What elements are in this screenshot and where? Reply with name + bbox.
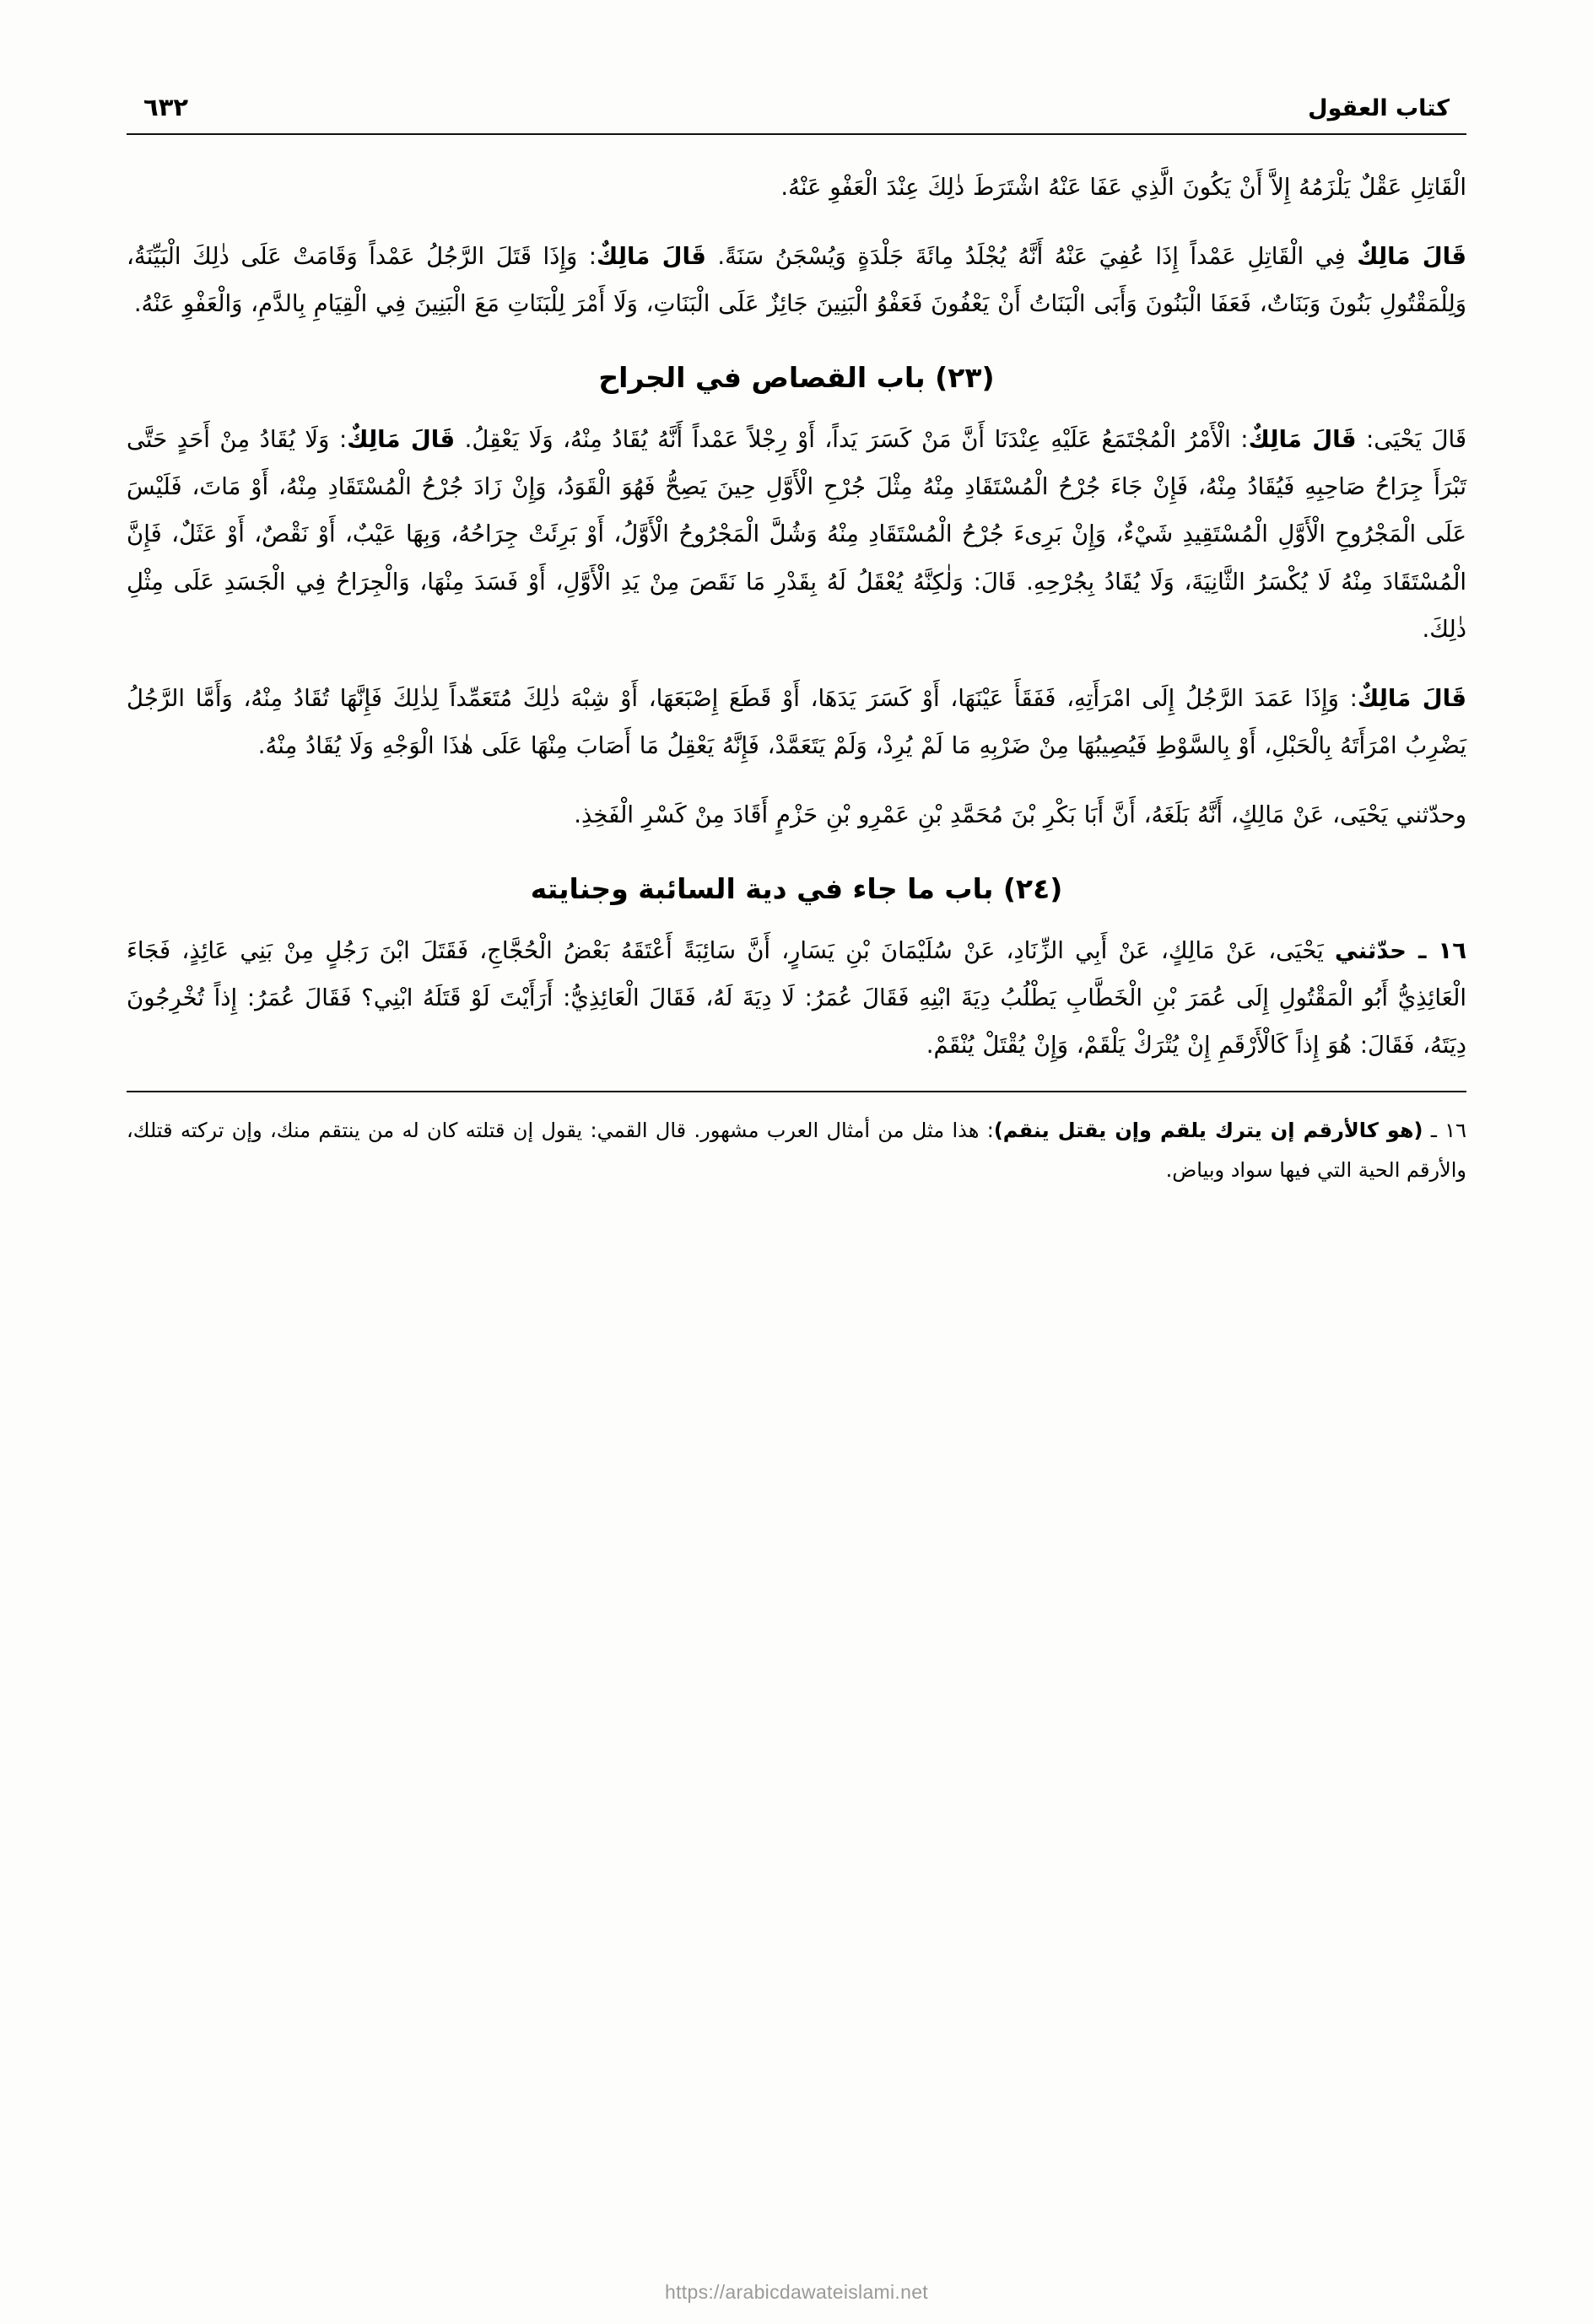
- book-title: كتاب العقول: [1308, 95, 1450, 121]
- paragraph-6: [127, 927, 1466, 1069]
- paragraph-3-speaker: قَالَ مَالِكٌ: [1248, 426, 1357, 454]
- paragraph-2: [127, 233, 1466, 327]
- hadith-number: ١٦ ـ: [1406, 937, 1466, 965]
- paragraph-2-speaker-2: قَالَ مَالِكٌ: [597, 243, 706, 271]
- footnote-number: ١٦ ـ: [1423, 1119, 1466, 1143]
- paragraph-3-lead: قَالَ يَحْيَى:: [1356, 426, 1466, 454]
- page-number: ٦٣٢: [143, 93, 189, 121]
- paragraph-3: [127, 416, 1466, 652]
- page-content: [127, 93, 1466, 2273]
- paragraph-3-speaker-2: قَالَ مَالِكٌ: [347, 426, 456, 454]
- header-divider: [127, 133, 1466, 135]
- paragraph-2-mid: فِي الْقَاتِلِ عَمْداً إِذَا عُفِيَ عَنْهُ أَنَّهُ يُجْلَدُ مِائَةَ جَلْدَةٍ وَيُسْجَنُ سَنَةً.: [705, 243, 1358, 271]
- paragraph-2-speaker: قَالَ مَالِكٌ: [1357, 243, 1466, 271]
- page-header: [127, 93, 1466, 133]
- paragraph-6-rest: يَحْيَى، عَنْ مَالِكٍ، عَنْ أَبِي الزِّنَادِ، عَنْ سُلَيْمَانَ بْنِ يَسَارٍ، أَنَّ سَائِبَةً أَعْتَقَهُ بَعْضُ الْحُجَّاجِ، فَقَتَلَ ابْنَ رَجُلٍ مِنْ بَنِي عَائِذٍ، فَجَاءَ الْعَائِذِيُّ أَبُو الْمَقْتُولِ إِلَى عُمَرَ بْنِ الْخَطَّابِ يَطْلُبُ دِيَةَ ابْنِهِ فَقَالَ عُمَرُ: لَا دِيَةَ لَهُ، فَقَالَ الْعَائِذِيُّ: أَرَأَيْتَ لَوْ قَتَلَهُ ابْنِي؟ فَقَالَ عُمَرُ: إِذاً تُخْرِجُونَ دِيَتَهُ، فَقَالَ: هُوَ إِذاً كَالْأَرْقَمِ إِنْ يُتْرَكْ يَلْقَمْ، وَإِنْ يُقْتَلْ يُنْقَمْ.: [127, 937, 1466, 1060]
- paragraph-5: [127, 791, 1466, 838]
- paragraph-4-rest: : وَإِذَا عَمَدَ الرَّجُلُ إِلَى امْرَأَتِهِ، فَفَقَأَ عَيْنَهَا، أَوْ كَسَرَ يَدَهَا، أَوْ قَطَعَ إِصْبَعَهَا، أَوْ شِبْهَ ذٰلِكَ مُتَعَمِّداً لِذٰلِكَ فَإِنَّهَا تُقَادُ مِنْهُ، وَأَمَّا الرَّجُلُ يَضْرِبُ امْرَأَتَهُ بِالْحَبْلِ، أَوْ بِالسَّوْطِ فَيُصِيبُهَا مِنْ ضَرْبِهِ مَا لَمْ يُرِدْ، وَلَمْ يَتَعَمَّدْ، فَإِنَّهُ يَعْقِلُ مَا أَصَابَ مِنْهَا عَلَى هٰذَا الْوَجْهِ وَلَا يُقَادُ مِنْهُ.: [127, 684, 1466, 759]
- paragraph-3-rest: : الْأَمْرُ الْمُجْتَمَعُ عَلَيْهِ عِنْدَنَا أَنَّ مَنْ كَسَرَ يَداً، أَوْ رِجْلاً عَمْداً أَنَّهُ يُقَادُ مِنْهُ، وَلَا يَعْقِلُ.: [455, 426, 1249, 454]
- footnote-lemma: (هو كالأرقم إن يترك يلقم وإن يقتل ينقم): [993, 1119, 1423, 1143]
- paragraph-2-rest: : وَإِذَا قَتَلَ الرَّجُلُ عَمْداً وَقَامَتْ عَلَى ذٰلِكَ الْبَيِّنَةُ، وَلِلْمَقْتُولِ بَنُونَ وَبَنَاتٌ، فَعَفَا الْبَنُونَ وَأَبَى الْبَنَاتُ أَنْ يَعْفُونَ فَعَفْوُ الْبَنِينَ جَائِزٌ عَلَى الْبَنَاتِ، وَلَا أَمْرَ لِلْبَنَاتِ مَعَ الْبَنِينَ فِي الْقِيَامِ بِالدَّمِ، وَالْعَفْوِ عَنْهُ.: [127, 243, 1466, 318]
- paragraph-4: [127, 675, 1466, 769]
- footnote-text: : هذا مثل من أمثال العرب مشهور. قال القمي: يقول إن قتلته كان له من ينتقم منك، وإن تركته قتلك، والأرقم الحية التي فيها سواد وبياض.: [127, 1119, 1466, 1183]
- watermark-url: https://arabicdawateislami.net: [665, 2281, 928, 2303]
- chapter-heading-24: (٢٤) باب ما جاء في دية السائبة وجنايته: [530, 872, 1063, 906]
- paragraph-5-text: وحدّثني يَحْيَى، عَنْ مَالِكٍ، أَنَّهُ بَلَغَهُ، أَنَّ أَبَا بَكْرِ بْنَ مُحَمَّدِ بْنِ عَمْرِو بْنِ حَزْمٍ أَقَادَ مِنْ كَسْرِ الْفَخِذِ.: [574, 801, 1466, 828]
- footnote-1: [127, 1111, 1466, 1190]
- paragraph-3-rest-2: : وَلَا يُقَادُ مِنْ أَحَدٍ حَتَّى تَبْرَأَ جِرَاحُ صَاحِبِهِ فَيُقَادُ مِنْهُ، فَإِنْ جَاءَ جُرْحُ الْمُسْتَقَادِ مِنْهُ مِثْلَ جُرْحِ الْأَوَّلِ حِينَ يَصِحُّ فَهُوَ الْقَوَدُ، وَإِنْ زَادَ جُرْحُ الْمُسْتَقَادِ مِنْهُ، أَوْ مَاتَ، فَلَيْسَ عَلَى الْمَجْرُوحِ الْأَوَّلِ الْمُسْتَقِيدِ شَيْءٌ، وَإِنْ بَرِىءَ جُرْحُ الْمُسْتَقَادِ مِنْهُ وَشُلَّ الْمَجْرُوحُ الْأَوَّلُ، أَوْ بَرِئَتْ جِرَاحُهُ، وَبِهَا عَيْبٌ، أَوْ نَقْصٌ، أَوْ عَثَلٌ، فَإِنَّ الْمُسْتَقَادَ مِنْهُ لَا يُكْسَرُ الثَّانِيَةَ، وَلَا يُقَادُ بِجُرْحِهِ. قَالَ: وَلٰكِنَّهُ يُعْقَلُ لَهُ بِقَدْرِ مَا نَقَصَ مِنْ يَدِ الْأَوَّلِ، أَوْ فَسَدَ مِنْهَا، وَالْجِرَاحُ فِي الْجَسَدِ عَلَى مِثْلِ ذٰلِكَ.: [127, 426, 1466, 643]
- paragraph-1-text: الْقَاتِلِ عَقْلٌ يَلْزَمُهُ إِلاَّ أَنْ يَكُونَ الَّذِي عَفَا عَنْهُ اشْتَرَطَ ذٰلِكَ عِنْدَ الْعَفْوِ عَنْهُ.: [780, 174, 1466, 201]
- footnote-divider: [127, 1091, 1466, 1092]
- paragraph-4-speaker: قَالَ مَالِكٌ: [1357, 684, 1466, 712]
- paragraph-1: [127, 164, 1466, 211]
- paragraph-6-lead: حدّثني: [1334, 937, 1407, 965]
- chapter-heading-23: (٢٣) باب القصاص في الجراح: [598, 361, 995, 395]
